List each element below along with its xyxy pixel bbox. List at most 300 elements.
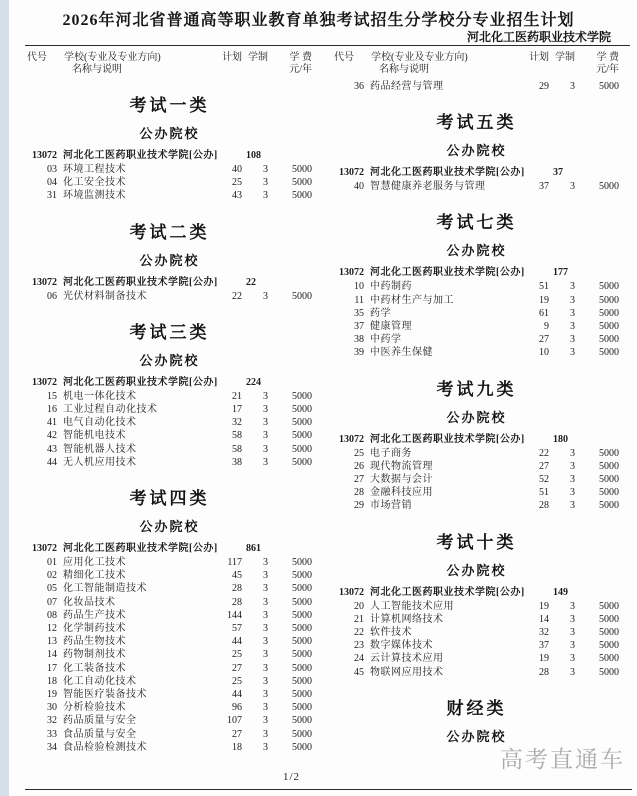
major-row <box>27 675 312 688</box>
major-row-plan: 19 <box>539 653 549 665</box>
major-row-fee: 5000 <box>599 307 619 319</box>
school-row-code: 13072 <box>32 376 57 388</box>
major-row-fee: 5000 <box>599 81 619 92</box>
major-row-code: 15 <box>47 390 57 402</box>
exam-category-section <box>334 80 619 93</box>
exam-category-section <box>27 218 312 303</box>
major-row-years: 3 <box>570 81 575 92</box>
major-row-code: 08 <box>47 609 57 621</box>
major-row <box>334 294 619 307</box>
major-row-fee: 5000 <box>599 613 619 625</box>
major-row-name: 精细化工技术 <box>63 570 126 582</box>
header-code: 代号 <box>27 52 47 63</box>
exam-category-section <box>27 91 312 203</box>
major-row-code: 31 <box>47 190 57 202</box>
major-row-code: 41 <box>47 417 57 429</box>
major-row-fee: 5000 <box>292 456 312 468</box>
school-row-name: 河北化工医药职业技术学院[公办] <box>370 267 525 279</box>
header-school-line2: 名称与说明 <box>379 64 429 75</box>
header-fee-line2: 元/年 <box>596 64 619 75</box>
major-row <box>27 556 312 569</box>
major-row-plan: 37 <box>539 640 549 652</box>
major-row-code: 24 <box>354 653 364 665</box>
school-row-plan: 177 <box>553 267 568 279</box>
major-row <box>27 662 312 675</box>
major-row-code: 32 <box>47 715 57 727</box>
major-row-plan: 40 <box>232 164 242 175</box>
major-row-name: 健康管理 <box>370 321 412 333</box>
header-school <box>364 52 513 76</box>
major-row-code: 29 <box>354 500 364 512</box>
major-row <box>334 280 619 293</box>
major-row-code: 27 <box>354 474 364 486</box>
header-school-line2: 名称与说明 <box>72 64 122 75</box>
major-row-years: 3 <box>570 600 575 612</box>
major-row-code: 36 <box>354 81 364 92</box>
major-row-name: 智能机电技术 <box>63 430 126 442</box>
major-row <box>27 429 312 442</box>
major-row-name: 化工自动化技术 <box>63 675 137 687</box>
major-row <box>27 648 312 661</box>
major-row-fee: 5000 <box>292 741 312 753</box>
major-row-fee: 5000 <box>599 334 619 346</box>
major-row-years: 3 <box>263 649 268 661</box>
category-heading: 考试九类 <box>436 379 517 399</box>
footer-rule <box>25 789 632 790</box>
school-row-code: 13072 <box>32 276 57 288</box>
major-row-fee: 5000 <box>292 570 312 582</box>
major-row <box>334 666 619 679</box>
school-name-subtitle: 河北化工医药职业技术学院 <box>466 30 611 44</box>
major-row-name: 食品检验检测技术 <box>63 741 147 753</box>
major-row-plan: 22 <box>232 290 242 302</box>
major-row <box>334 307 619 320</box>
major-row-plan: 96 <box>232 702 242 714</box>
major-row-plan: 18 <box>232 741 242 753</box>
major-row <box>27 290 312 303</box>
major-row-code: 42 <box>47 430 57 442</box>
major-row-plan: 28 <box>232 596 242 608</box>
major-row-code: 37 <box>354 321 364 333</box>
school-row <box>27 149 312 163</box>
major-row-code: 40 <box>354 181 364 193</box>
major-row-years: 3 <box>570 321 575 333</box>
major-row-fee: 5000 <box>599 347 619 359</box>
major-row-plan: 9 <box>544 321 549 333</box>
major-row-name: 化工安全技术 <box>63 177 126 189</box>
table-content <box>27 52 619 754</box>
major-row-name: 药品生产技术 <box>63 609 126 621</box>
major-row-years: 3 <box>570 640 575 652</box>
major-row-fee: 5000 <box>292 689 312 701</box>
major-row-plan: 44 <box>232 636 242 648</box>
major-row-plan: 32 <box>232 417 242 429</box>
header-school-line1: 学校(专业及专业方向) <box>64 52 161 63</box>
watermark-text: 高考直通车 <box>500 747 625 772</box>
major-row-code: 17 <box>47 662 57 674</box>
major-row-name: 化妆品技术 <box>63 596 116 608</box>
category-heading: 财经类 <box>446 698 507 718</box>
school-row-plan: 108 <box>246 150 261 161</box>
major-row-fee: 5000 <box>292 715 312 727</box>
major-row-name: 中药材生产与加工 <box>370 294 454 306</box>
major-row-fee: 5000 <box>292 636 312 648</box>
major-row-code: 06 <box>47 290 57 302</box>
major-row-plan: 19 <box>539 600 549 612</box>
exam-category-section <box>27 484 312 754</box>
header-fee <box>268 52 312 76</box>
major-row-years: 3 <box>570 666 575 678</box>
left-sections <box>27 91 312 754</box>
major-row-years: 3 <box>263 417 268 429</box>
org-type-heading: 公办院校 <box>446 243 507 259</box>
major-row-code: 07 <box>47 596 57 608</box>
major-row-name: 光伏材料制备技术 <box>63 290 147 302</box>
major-row-plan: 19 <box>539 294 549 306</box>
table-header <box>27 52 312 76</box>
major-row-plan: 38 <box>232 456 242 468</box>
major-row-name: 药品经营与管理 <box>370 81 444 92</box>
major-row-plan: 22 <box>539 447 549 459</box>
major-row-fee: 5000 <box>599 294 619 306</box>
major-row-fee: 5000 <box>599 487 619 499</box>
major-row-plan: 32 <box>539 627 549 639</box>
major-row-name: 云计算技术应用 <box>370 653 444 665</box>
major-row-fee: 5000 <box>599 447 619 459</box>
major-row-plan: 61 <box>539 307 549 319</box>
major-row-fee: 5000 <box>292 443 312 455</box>
major-row-code: 18 <box>47 675 57 687</box>
school-row-code: 13072 <box>339 433 364 445</box>
major-row-years: 3 <box>263 623 268 635</box>
major-row-years: 3 <box>570 347 575 359</box>
major-row-years: 3 <box>570 334 575 346</box>
major-row-plan: 51 <box>539 487 549 499</box>
exam-category-section <box>334 208 619 359</box>
major-row-fee: 5000 <box>292 390 312 402</box>
major-row <box>334 80 619 93</box>
major-row-years: 3 <box>570 181 575 193</box>
page-title: 2026年河北省普通高等职业教育单独考试招生分学校分专业招生计划 <box>62 12 575 29</box>
category-heading: 考试十类 <box>436 532 517 552</box>
major-row-code: 16 <box>47 404 57 416</box>
major-row-fee: 5000 <box>292 649 312 661</box>
org-type-heading: 公办院校 <box>446 143 507 159</box>
major-row-fee: 5000 <box>599 666 619 678</box>
major-row-years: 3 <box>263 290 268 302</box>
org-type-heading: 公办院校 <box>446 728 507 744</box>
school-row-name: 河北化工医药职业技术学院[公办] <box>63 376 218 388</box>
category-heading: 考试五类 <box>436 113 517 133</box>
major-row-plan: 27 <box>539 460 549 472</box>
major-row <box>27 582 312 595</box>
major-row-plan: 107 <box>227 715 242 727</box>
major-row-code: 44 <box>47 456 57 468</box>
major-row-fee: 5000 <box>292 675 312 687</box>
major-row-fee: 5000 <box>292 609 312 621</box>
exam-category-section <box>334 108 619 193</box>
major-row-code: 03 <box>47 164 57 175</box>
major-row <box>27 609 312 622</box>
major-row <box>334 499 619 512</box>
major-row-fee: 5000 <box>599 640 619 652</box>
major-row-years: 3 <box>263 164 268 175</box>
major-row-code: 26 <box>354 460 364 472</box>
major-row-name: 环境监测技术 <box>63 190 126 202</box>
major-row-plan: 144 <box>227 609 242 621</box>
major-row-years: 3 <box>263 675 268 687</box>
header-years: 学制 <box>555 52 575 63</box>
major-row-years: 3 <box>263 390 268 402</box>
major-row-fee: 5000 <box>599 600 619 612</box>
major-row-plan: 25 <box>232 177 242 189</box>
major-row-fee: 5000 <box>292 430 312 442</box>
major-row-years: 3 <box>570 653 575 665</box>
major-row-fee: 5000 <box>292 164 312 175</box>
major-row-years: 3 <box>263 715 268 727</box>
major-row-fee: 5000 <box>292 662 312 674</box>
header-code: 代号 <box>334 52 354 63</box>
header-fee <box>575 52 619 76</box>
major-row-name: 药品质量与安全 <box>63 715 137 727</box>
school-row-code: 13072 <box>339 586 364 598</box>
major-row-name: 中医养生保健 <box>370 347 433 359</box>
right-sections <box>334 80 619 745</box>
category-heading: 考试四类 <box>129 489 210 509</box>
major-row-code: 30 <box>47 702 57 714</box>
category-heading: 考试七类 <box>436 213 517 233</box>
major-row-name: 药物制剂技术 <box>63 649 126 661</box>
major-row-plan: 28 <box>539 500 549 512</box>
table-header <box>334 52 619 76</box>
major-row-name: 数字媒体技术 <box>370 640 433 652</box>
major-row-plan: 27 <box>232 728 242 740</box>
major-row-fee: 5000 <box>292 702 312 714</box>
major-row-years: 3 <box>263 177 268 189</box>
major-row-name: 环境工程技术 <box>63 164 126 175</box>
major-row-years: 3 <box>570 613 575 625</box>
major-row-fee: 5000 <box>599 321 619 333</box>
header-school <box>57 52 206 76</box>
major-row-years: 3 <box>263 190 268 202</box>
major-row-code: 01 <box>47 557 57 569</box>
major-row-plan: 37 <box>539 181 549 193</box>
major-row <box>334 613 619 626</box>
major-row-plan: 51 <box>539 281 549 293</box>
major-row-fee: 5000 <box>599 653 619 665</box>
major-row-code: 19 <box>47 689 57 701</box>
major-row-plan: 28 <box>232 583 242 595</box>
major-row <box>334 333 619 346</box>
major-row-name: 智慧健康养老服务与管理 <box>370 181 486 193</box>
major-row-plan: 58 <box>232 443 242 455</box>
major-row-code: 25 <box>354 447 364 459</box>
major-row-name: 市场营销 <box>370 500 412 512</box>
school-row-plan: 861 <box>246 543 261 555</box>
major-row-plan: 27 <box>539 334 549 346</box>
major-row-name: 人工智能技术应用 <box>370 600 454 612</box>
major-row <box>334 626 619 639</box>
major-row-name: 药学 <box>370 307 391 319</box>
major-row <box>334 639 619 652</box>
scan-edge-strip <box>0 0 9 796</box>
major-row-years: 3 <box>570 447 575 459</box>
major-row-plan: 45 <box>232 570 242 582</box>
major-row-code: 38 <box>354 334 364 346</box>
major-row-plan: 21 <box>232 390 242 402</box>
major-row-plan: 44 <box>232 689 242 701</box>
major-row-code: 02 <box>47 570 57 582</box>
school-row-plan: 180 <box>553 433 568 445</box>
major-row-years: 3 <box>263 728 268 740</box>
major-row-name: 化工装备技术 <box>63 662 126 674</box>
major-row-fee: 5000 <box>599 281 619 293</box>
major-row <box>334 460 619 473</box>
school-row-code: 13072 <box>339 167 364 179</box>
major-row-name: 食品质量与安全 <box>63 728 137 740</box>
org-type-heading: 公办院校 <box>139 352 200 368</box>
major-row-fee: 5000 <box>292 583 312 595</box>
major-row <box>27 728 312 741</box>
major-row-code: 33 <box>47 728 57 740</box>
header-rule <box>25 45 630 46</box>
major-row <box>334 652 619 665</box>
major-row-plan: 117 <box>227 557 242 569</box>
major-row-years: 3 <box>570 294 575 306</box>
exam-category-section <box>334 694 619 745</box>
major-row-plan: 58 <box>232 430 242 442</box>
school-row <box>334 586 619 600</box>
major-row-name: 智能医疗装备技术 <box>63 689 147 701</box>
school-row <box>27 542 312 556</box>
school-row-code: 13072 <box>339 267 364 279</box>
page-number: 1/2 <box>283 771 301 783</box>
school-row <box>27 376 312 390</box>
major-row-fee: 5000 <box>292 417 312 429</box>
major-row-years: 3 <box>570 307 575 319</box>
major-row-name: 中药学 <box>370 334 402 346</box>
category-heading: 考试二类 <box>129 222 210 242</box>
header-fee-line1: 学 费 <box>289 52 312 63</box>
school-row-plan: 37 <box>553 167 563 179</box>
major-row-years: 3 <box>570 460 575 472</box>
major-row-name: 物联网应用技术 <box>370 666 444 678</box>
major-row-years: 3 <box>263 583 268 595</box>
major-row <box>27 635 312 648</box>
major-row-years: 3 <box>263 456 268 468</box>
major-row-code: 45 <box>354 666 364 678</box>
major-row-fee: 5000 <box>292 728 312 740</box>
major-row-code: 35 <box>354 307 364 319</box>
major-row-name: 现代物流管理 <box>370 460 433 472</box>
major-row <box>27 403 312 416</box>
header-school-line1: 学校(专业及专业方向) <box>371 52 468 63</box>
header-years: 学制 <box>248 52 268 63</box>
school-row <box>334 166 619 180</box>
school-row <box>334 433 619 447</box>
major-row-code: 34 <box>47 741 57 753</box>
right-column <box>334 52 619 754</box>
major-row-fee: 5000 <box>599 500 619 512</box>
major-row-fee: 5000 <box>599 460 619 472</box>
major-row-plan: 43 <box>232 190 242 202</box>
major-row-years: 3 <box>263 596 268 608</box>
major-row-years: 3 <box>263 609 268 621</box>
major-row-years: 3 <box>263 689 268 701</box>
school-row-plan: 22 <box>246 276 256 288</box>
major-row <box>27 443 312 456</box>
school-row <box>334 266 619 280</box>
org-type-heading: 公办院校 <box>446 409 507 425</box>
major-row-name: 机电一体化技术 <box>63 390 137 402</box>
major-row-plan: 25 <box>232 675 242 687</box>
major-row-name: 无人机应用技术 <box>63 456 137 468</box>
major-row-name: 应用化工技术 <box>63 557 126 569</box>
major-row-fee: 5000 <box>292 177 312 189</box>
header-fee-line2: 元/年 <box>289 64 312 75</box>
major-row-code: 22 <box>354 627 364 639</box>
major-row-name: 化学制药技术 <box>63 623 126 635</box>
major-row-plan: 27 <box>232 662 242 674</box>
major-row <box>27 622 312 635</box>
school-row-name: 河北化工医药职业技术学院[公办] <box>63 150 218 161</box>
major-row <box>27 416 312 429</box>
major-row-code: 23 <box>354 640 364 652</box>
major-row-plan: 28 <box>539 666 549 678</box>
major-row-name: 电气自动化技术 <box>63 417 137 429</box>
major-row-years: 3 <box>570 487 575 499</box>
major-row-plan: 57 <box>232 623 242 635</box>
major-row-name: 金融科技应用 <box>370 487 433 499</box>
major-row-years: 3 <box>263 636 268 648</box>
major-row-fee: 5000 <box>292 190 312 202</box>
major-row-fee: 5000 <box>599 627 619 639</box>
school-row-plan: 149 <box>553 586 568 598</box>
major-row-fee: 5000 <box>292 290 312 302</box>
major-row-years: 3 <box>263 430 268 442</box>
major-row-years: 3 <box>570 627 575 639</box>
major-row-plan: 29 <box>539 81 549 92</box>
major-row <box>27 163 312 176</box>
major-row <box>334 346 619 359</box>
major-row-code: 43 <box>47 443 57 455</box>
org-type-heading: 公办院校 <box>139 519 200 535</box>
major-row-name: 软件技术 <box>370 627 412 639</box>
major-row-code: 21 <box>354 613 364 625</box>
major-row-years: 3 <box>263 557 268 569</box>
major-row-years: 3 <box>263 443 268 455</box>
exam-category-section <box>334 528 619 679</box>
major-row <box>27 176 312 189</box>
major-row-code: 14 <box>47 649 57 661</box>
school-row-name: 河北化工医药职业技术学院[公办] <box>370 167 525 179</box>
major-row-name: 工业过程自动化技术 <box>63 404 158 416</box>
major-row <box>334 600 619 613</box>
major-row-name: 药品生物技术 <box>63 636 126 648</box>
org-type-heading: 公办院校 <box>139 126 200 141</box>
major-row-years: 3 <box>263 570 268 582</box>
major-row-fee: 5000 <box>292 557 312 569</box>
major-row <box>334 320 619 333</box>
major-row-fee: 5000 <box>599 181 619 193</box>
school-row-name: 河北化工医药职业技术学院[公办] <box>63 276 218 288</box>
major-row-code: 20 <box>354 600 364 612</box>
major-row-fee: 5000 <box>599 474 619 486</box>
header-fee-line1: 学 费 <box>596 52 619 63</box>
major-row-years: 3 <box>570 500 575 512</box>
major-row <box>334 486 619 499</box>
major-row <box>334 447 619 460</box>
